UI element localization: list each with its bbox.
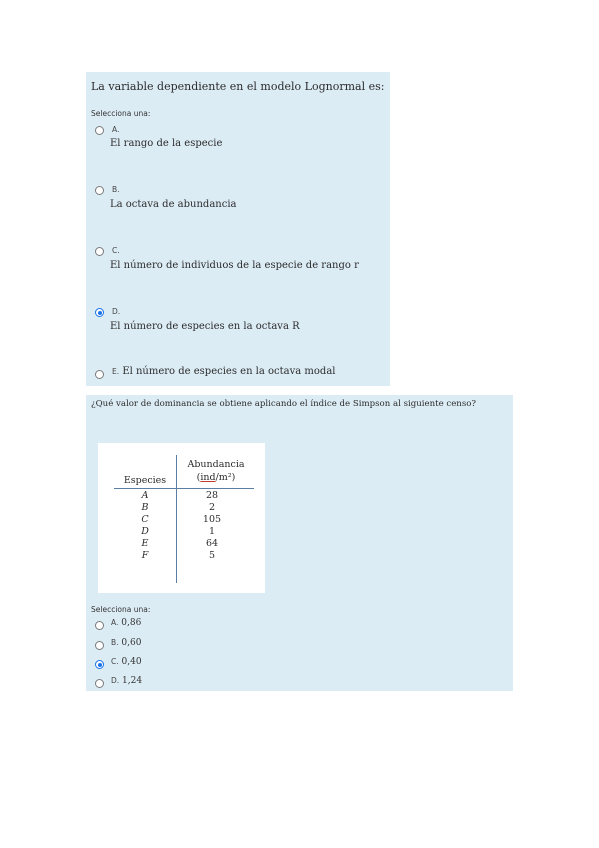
radio-option-c[interactable] (95, 660, 104, 669)
option-b-letter: B. (112, 185, 120, 194)
question-1-prompt: La variable dependiente en el modelo Lognormal es: (91, 80, 385, 93)
abundance-cell: 2 (208, 502, 216, 513)
abundance-cell: 105 (202, 514, 222, 525)
option-c-label (111, 657, 142, 667)
unit-open: ( (196, 472, 201, 483)
option-b-text: 0,60 (121, 638, 142, 648)
unit-ind: ind (200, 472, 216, 483)
option-c-letter: C. (111, 657, 119, 666)
option-a-letter: A. (111, 618, 119, 627)
option-a-text: El rango de la especie (110, 138, 223, 149)
question-1-select-label: Selecciona una: (91, 109, 151, 118)
option-d-text: El número de especies en la octava R (110, 321, 300, 332)
option-d-text: 1,24 (122, 676, 143, 686)
radio-option-a[interactable] (95, 621, 104, 630)
question-2-panel (86, 395, 513, 691)
species-cell: A (141, 490, 149, 501)
option-e-text: El número de especies en la octava modal (122, 366, 336, 377)
option-c-letter: C. (112, 246, 120, 255)
option-b-label (111, 638, 141, 648)
abundance-cell: 64 (205, 538, 219, 549)
species-cell: C (141, 514, 149, 525)
table-header-abundance: Abundancia (187, 459, 245, 470)
option-a-label (111, 618, 141, 628)
option-b-letter: B. (111, 638, 119, 647)
option-b-text: La octava de abundancia (110, 199, 237, 210)
radio-option-c[interactable] (95, 247, 104, 256)
option-e-letter: E. (112, 367, 120, 376)
radio-option-d[interactable] (95, 679, 104, 688)
table-header-species: Especies (123, 475, 167, 486)
species-cell: E (141, 538, 149, 549)
question-1-panel (86, 72, 390, 386)
option-d-letter: D. (111, 676, 120, 685)
option-c-text: 0,40 (121, 657, 142, 667)
table-column-divider (176, 455, 177, 583)
option-a-letter: A. (112, 125, 120, 134)
radio-option-e[interactable] (95, 370, 104, 379)
radio-option-b[interactable] (95, 641, 104, 650)
unit-rest: /m²) (215, 472, 236, 483)
abundance-cell: 5 (208, 550, 216, 561)
option-a-text: 0,86 (121, 618, 142, 628)
species-cell: F (141, 550, 149, 561)
question-2-select-label: Selecciona una: (91, 605, 151, 614)
question-2-prompt: ¿Qué valor de dominancia se obtiene aplicando el índice de Simpson al siguiente censo? (91, 399, 477, 409)
table-header-rule (114, 488, 254, 489)
option-c-text: El número de individuos de la especie de rango r (110, 260, 359, 271)
radio-option-b[interactable] (95, 186, 104, 195)
option-d-letter: D. (112, 307, 121, 316)
species-cell: D (141, 526, 149, 537)
abundance-cell: 28 (205, 490, 219, 501)
radio-option-d[interactable] (95, 308, 104, 317)
table-header-unit (183, 472, 249, 483)
radio-option-a[interactable] (95, 126, 104, 135)
abundance-cell: 1 (208, 526, 216, 537)
species-cell: B (141, 502, 149, 513)
option-e-label (112, 366, 335, 377)
option-d-label (111, 676, 142, 686)
census-table-image (98, 443, 265, 593)
